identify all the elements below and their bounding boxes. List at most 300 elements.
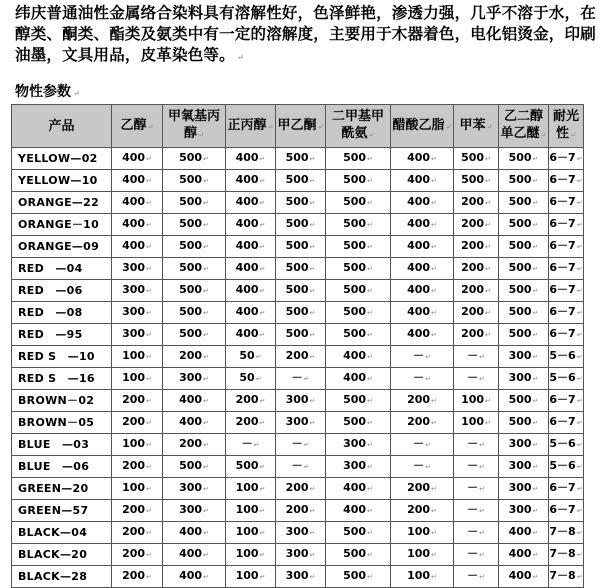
product-name: RED —04: [18, 261, 83, 275]
cell-end-mark: ↵: [576, 375, 583, 383]
cell-end-mark: ↵: [259, 265, 266, 273]
cell-end-mark: ↵: [303, 375, 310, 383]
table-row: [12, 368, 584, 390]
table-cell: [226, 280, 276, 302]
cell-end-mark: ↵: [259, 397, 266, 405]
table-row: [12, 390, 584, 412]
cell-value: 400: [235, 327, 259, 340]
table-cell: [391, 192, 454, 214]
table-cell: [276, 236, 326, 258]
cell-end-mark: ↵: [425, 353, 431, 361]
cell-value: 500: [285, 217, 309, 230]
cell-value: 500: [285, 239, 309, 252]
cell-end-mark: ↵: [532, 375, 539, 383]
cell-end-mark: ↵: [576, 221, 583, 229]
cell-end-mark: ↵: [203, 243, 209, 251]
table-cell: [499, 280, 549, 302]
cell-value: 400: [235, 283, 259, 296]
table-cell: [454, 324, 499, 346]
cell-end-mark: ↵: [367, 463, 373, 471]
cell-end-mark: ↵: [146, 485, 152, 493]
cell-value: －: [467, 459, 479, 472]
cell-end-mark: ↵: [255, 375, 262, 383]
cell-end-mark: ↵: [367, 155, 373, 163]
cell-value: 200: [285, 481, 309, 494]
table-cell: [326, 346, 391, 368]
table-cell: [549, 324, 584, 346]
cell-end-mark: ↵: [203, 441, 209, 449]
table-cell: [276, 280, 326, 302]
table-cell: [276, 566, 326, 588]
cell-value: 500: [508, 261, 532, 274]
cell-value: 200: [122, 459, 146, 472]
table-cell: [163, 280, 226, 302]
cell-value: 300: [285, 547, 309, 560]
table-cell: [549, 214, 584, 236]
cell-end-mark: ↵: [576, 265, 583, 273]
cell-value: 6－7: [549, 283, 576, 296]
cell-value: 300: [122, 261, 146, 274]
table-cell: [499, 478, 549, 500]
table-cell: [326, 192, 391, 214]
cell-value: 500: [508, 217, 532, 230]
cell-end-mark: ↵: [479, 463, 485, 471]
cell-value: 300: [508, 481, 532, 494]
cell-end-mark: ↵: [203, 331, 209, 339]
cell-value: －: [241, 437, 253, 450]
cell-value: 500: [508, 283, 532, 296]
cell-end-mark: ↵: [203, 551, 209, 559]
table-cell: [112, 478, 163, 500]
cell-end-mark: ↵: [431, 331, 437, 339]
table-cell: [226, 368, 276, 390]
table-cell: [326, 412, 391, 434]
cell-end-mark: ↵: [431, 243, 437, 251]
cell-value: 400: [179, 569, 203, 582]
cell-end-mark: ↵: [309, 199, 316, 207]
table-cell: [454, 258, 499, 280]
table-cell: [391, 500, 454, 522]
table-cell: [391, 324, 454, 346]
cell-end-mark: ↵: [259, 419, 266, 427]
cell-end-mark: ↵: [532, 551, 539, 559]
cell-end-mark: ↵: [146, 199, 152, 207]
cell-end-mark: ↵: [259, 243, 266, 251]
table-row: [12, 434, 584, 456]
cell-value: 500: [285, 151, 309, 164]
cell-value: 400: [407, 151, 431, 164]
cell-value: 100: [122, 371, 146, 384]
cell-end-mark: ↵: [367, 221, 373, 229]
cell-end-mark: ↵: [309, 243, 316, 251]
cell-value: 500: [461, 151, 485, 164]
cell-end-mark: ↵: [532, 199, 539, 207]
cell-value: 200: [407, 503, 431, 516]
table-cell: [112, 148, 163, 170]
table-cell: [226, 434, 276, 456]
cell-end-mark: ↵: [532, 507, 539, 515]
cell-value: 200: [285, 349, 309, 362]
table-cell: [276, 302, 326, 324]
paragraph-return-mark: ↵: [73, 89, 80, 98]
product-name: YELLOW—02: [18, 151, 98, 165]
cell-end-mark: ↵: [479, 441, 485, 449]
table-cell: [454, 148, 499, 170]
cell-value: 300: [122, 283, 146, 296]
intro-text: 纬庆普通油性金属络合染料具有溶解性好，色泽鲜艳，渗透力强，几乎不溶于水，在醇类、酮类、酯类及氨类中有一定的溶解度，主要用于木器着色，电化铝烫金，印刷油墨，文具用品，皮革染色等。: [15, 3, 596, 64]
cell-end-mark: ↵: [309, 177, 316, 185]
table-cell: [163, 368, 226, 390]
cell-end-mark: ↵: [309, 221, 316, 229]
table-cell: [226, 566, 276, 588]
cell-end-mark: ↵: [146, 243, 152, 251]
product-name: BROWN－05: [18, 415, 95, 429]
cell-end-mark: ↵: [203, 309, 209, 317]
cell-end-mark: ↵: [485, 309, 491, 317]
table-cell: [454, 192, 499, 214]
cell-value: －: [467, 547, 479, 560]
product-name-cell: [12, 170, 112, 192]
cell-end-mark: ↵: [146, 331, 152, 339]
table-cell: [454, 214, 499, 236]
table-cell: [163, 522, 226, 544]
column-header: [112, 105, 163, 148]
cell-end-mark: ↵: [576, 331, 583, 339]
intro-paragraph: [15, 2, 600, 68]
table-cell: [326, 148, 391, 170]
cell-value: 300: [179, 503, 203, 516]
table-cell: [276, 192, 326, 214]
cell-end-mark: ↵: [431, 309, 437, 317]
cell-value: 400: [407, 305, 431, 318]
table-cell: [112, 390, 163, 412]
cell-end-mark: ↵: [309, 485, 316, 493]
cell-value: －: [467, 503, 479, 516]
table-cell: [499, 522, 549, 544]
table-cell: [549, 368, 584, 390]
cell-value: 100: [407, 547, 431, 560]
cell-end-mark: ↵: [479, 573, 485, 581]
table-cell: [499, 390, 549, 412]
cell-end-mark: ↵: [479, 551, 485, 559]
cell-end-mark: ↵: [203, 353, 209, 361]
table-cell: [163, 170, 226, 192]
cell-value: 200: [461, 305, 485, 318]
cell-value: 400: [343, 503, 367, 516]
column-header-label: 耐光性: [552, 109, 579, 141]
cell-value: 6－7: [549, 393, 576, 406]
table-cell: [549, 280, 584, 302]
product-name: RED S —16: [18, 371, 95, 385]
table-cell: [391, 566, 454, 588]
table-cell: [454, 522, 499, 544]
product-name: BLUE —03: [18, 437, 90, 451]
cell-value: 500: [179, 305, 203, 318]
table-cell: [276, 324, 326, 346]
cell-end-mark: ↵: [425, 441, 431, 449]
cell-end-mark: ↵: [431, 507, 437, 515]
product-name: RED —08: [18, 305, 83, 319]
cell-end-mark: ↵: [146, 441, 152, 449]
table-cell: [499, 214, 549, 236]
product-name: BLUE —06: [18, 459, 90, 473]
section-title-text: 物性参数: [15, 84, 71, 100]
cell-value: 5－6: [549, 437, 576, 450]
cell-value: 500: [343, 547, 367, 560]
cell-end-mark: ↵: [532, 309, 539, 317]
cell-end-mark: ↵: [203, 463, 209, 471]
cell-value: 400: [407, 239, 431, 252]
cell-value: 50: [239, 349, 255, 362]
cell-end-mark: ↵: [303, 441, 310, 449]
cell-end-mark: ↵: [576, 485, 583, 493]
table-row: [12, 192, 584, 214]
column-header-label: 甲乙酮: [277, 117, 317, 133]
cell-end-mark: ↵: [367, 353, 373, 361]
cell-end-mark: ↵: [576, 573, 583, 581]
cell-value: 400: [343, 481, 367, 494]
cell-end-mark: ↵: [259, 551, 266, 559]
cell-value: 200: [179, 349, 203, 362]
cell-value: 400: [343, 349, 367, 362]
table-cell: [549, 390, 584, 412]
table-cell: [454, 412, 499, 434]
cell-value: 400: [179, 393, 203, 406]
cell-end-mark: ↵: [146, 375, 152, 383]
table-row: [12, 258, 584, 280]
cell-end-mark: ↵: [576, 551, 583, 559]
cell-end-mark: ↵: [146, 287, 152, 295]
cell-end-mark: ↵: [146, 463, 152, 471]
cell-value: 300: [508, 437, 532, 450]
cell-end-mark: ↵: [479, 507, 485, 515]
table-cell: [499, 258, 549, 280]
cell-end-mark: ↵: [576, 463, 583, 471]
cell-end-mark: ↵: [431, 397, 437, 405]
table-cell: [163, 566, 226, 588]
cell-end-mark: ↵: [367, 199, 373, 207]
table-cell: [499, 434, 549, 456]
cell-end-mark: ↵: [532, 529, 539, 537]
table-cell: [326, 456, 391, 478]
cell-end-mark: ↵: [259, 507, 266, 515]
cell-end-mark: ↵: [425, 375, 431, 383]
product-name: BROWN－02: [18, 393, 95, 407]
table-cell: [499, 500, 549, 522]
cell-end-mark: ↵: [146, 309, 152, 317]
table-cell: [163, 390, 226, 412]
cell-value: 400: [235, 173, 259, 186]
cell-value: 500: [343, 151, 367, 164]
cell-end-mark: ↵: [203, 529, 209, 537]
cell-end-mark: ↵: [146, 397, 152, 405]
cell-end-mark: ↵: [146, 573, 152, 581]
cell-value: 6－7: [549, 151, 576, 164]
column-header-label: 甲氧基丙醇: [167, 109, 220, 141]
cell-value: 500: [343, 195, 367, 208]
table-cell: [454, 390, 499, 412]
cell-value: 200: [122, 525, 146, 538]
cell-end-mark: ↵: [367, 529, 373, 537]
column-header-label: 乙二醇单乙醚: [500, 109, 543, 141]
table-cell: [391, 214, 454, 236]
cell-end-mark: ↵: [445, 122, 452, 131]
cell-value: －: [467, 569, 479, 582]
cell-value: 100: [235, 569, 259, 582]
cell-value: 400: [235, 195, 259, 208]
cell-end-mark: ↵: [425, 463, 431, 471]
table-cell: [454, 478, 499, 500]
table-cell: [112, 566, 163, 588]
cell-value: 100: [407, 525, 431, 538]
cell-value: 400: [122, 239, 146, 252]
product-name: ORANGE—09: [18, 239, 100, 253]
cell-end-mark: ↵: [576, 243, 583, 251]
table-cell: [454, 434, 499, 456]
table-cell: [226, 214, 276, 236]
column-header: [12, 105, 112, 148]
cell-value: 100: [235, 525, 259, 538]
table-cell: [276, 456, 326, 478]
cell-end-mark: ↵: [259, 485, 266, 493]
product-name: GREEN—20: [18, 481, 89, 495]
cell-value: 5－6: [549, 349, 576, 362]
cell-value: 500: [343, 173, 367, 186]
cell-end-mark: ↵: [532, 419, 539, 427]
cell-value: －: [467, 437, 479, 450]
cell-end-mark: ↵: [259, 155, 266, 163]
cell-value: 300: [508, 503, 532, 516]
cell-end-mark: ↵: [532, 441, 539, 449]
table-cell: [454, 500, 499, 522]
cell-end-mark: ↵: [146, 551, 152, 559]
product-name-cell: [12, 412, 112, 434]
product-name-cell: [12, 346, 112, 368]
table-cell: [163, 324, 226, 346]
table-cell: [454, 236, 499, 258]
cell-end-mark: ↵: [259, 309, 266, 317]
cell-end-mark: ↵: [485, 419, 491, 427]
table-cell: [454, 280, 499, 302]
cell-end-mark: ↵: [532, 287, 539, 295]
cell-end-mark: ↵: [431, 155, 437, 163]
cell-end-mark: ↵: [431, 419, 437, 427]
cell-end-mark: ↵: [431, 199, 437, 207]
table-cell: [326, 434, 391, 456]
cell-end-mark: ↵: [255, 353, 262, 361]
table-cell: [549, 478, 584, 500]
cell-value: 300: [285, 525, 309, 538]
cell-value: 400: [235, 305, 259, 318]
cell-end-mark: ↵: [532, 463, 539, 471]
table-cell: [454, 544, 499, 566]
table-cell: [226, 478, 276, 500]
cell-value: －: [413, 371, 425, 384]
cell-end-mark: ↵: [532, 221, 539, 229]
table-cell: [454, 456, 499, 478]
cell-value: 400: [407, 217, 431, 230]
table-cell: [549, 434, 584, 456]
cell-value: 500: [179, 327, 203, 340]
cell-end-mark: ↵: [532, 397, 539, 405]
table-cell: [226, 302, 276, 324]
cell-value: 5－6: [549, 459, 576, 472]
table-cell: [112, 170, 163, 192]
table-cell: [454, 566, 499, 588]
cell-value: 400: [235, 261, 259, 274]
cell-value: 500: [343, 393, 367, 406]
cell-value: 500: [235, 459, 259, 472]
cell-value: 500: [343, 283, 367, 296]
cell-value: 300: [343, 459, 367, 472]
table-cell: [112, 302, 163, 324]
cell-end-mark: ↵: [532, 353, 539, 361]
cell-value: 200: [407, 393, 431, 406]
cell-end-mark: ↵: [367, 309, 373, 317]
cell-value: 400: [179, 415, 203, 428]
table-cell: [326, 280, 391, 302]
cell-end-mark: ↵: [259, 221, 266, 229]
table-cell: [499, 302, 549, 324]
cell-end-mark: ↵: [303, 463, 310, 471]
table-header-row: [12, 105, 584, 148]
table-cell: [326, 302, 391, 324]
cell-end-mark: ↵: [309, 309, 316, 317]
table-row: [12, 324, 584, 346]
table-cell: [326, 522, 391, 544]
cell-value: 50: [239, 371, 255, 384]
product-name: ORANGE－10: [18, 217, 100, 231]
column-header: [391, 105, 454, 148]
cell-value: 200: [461, 327, 485, 340]
cell-value: 6－7: [549, 415, 576, 428]
cell-end-mark: ↵: [146, 419, 152, 427]
cell-end-mark: ↵: [431, 221, 437, 229]
cell-value: 100: [235, 503, 259, 516]
cell-value: 500: [343, 415, 367, 428]
product-name-cell: [12, 236, 112, 258]
table-cell: [391, 456, 454, 478]
cell-value: 400: [407, 195, 431, 208]
cell-value: 500: [343, 327, 367, 340]
cell-end-mark: ↵: [576, 309, 583, 317]
cell-end-mark: ↵: [532, 265, 539, 273]
product-name-cell: [12, 148, 112, 170]
cell-end-mark: ↵: [485, 287, 491, 295]
cell-value: 500: [508, 393, 532, 406]
cell-end-mark: ↵: [485, 221, 491, 229]
table-cell: [454, 170, 499, 192]
cell-end-mark: ↵: [259, 529, 266, 537]
table-cell: [326, 500, 391, 522]
column-header-label: 甲苯: [459, 117, 486, 133]
cell-end-mark: ↵: [367, 331, 373, 339]
table-cell: [226, 456, 276, 478]
table-cell: [112, 236, 163, 258]
cell-end-mark: ↵: [367, 441, 373, 449]
table-cell: [326, 324, 391, 346]
cell-value: 400: [235, 151, 259, 164]
table-cell: [454, 302, 499, 324]
table-cell: [112, 280, 163, 302]
column-header: [326, 105, 391, 148]
cell-value: 500: [179, 239, 203, 252]
table-cell: [391, 390, 454, 412]
cell-end-mark: ↵: [203, 573, 209, 581]
table-cell: [226, 500, 276, 522]
cell-value: 300: [285, 393, 309, 406]
table-cell: [276, 412, 326, 434]
